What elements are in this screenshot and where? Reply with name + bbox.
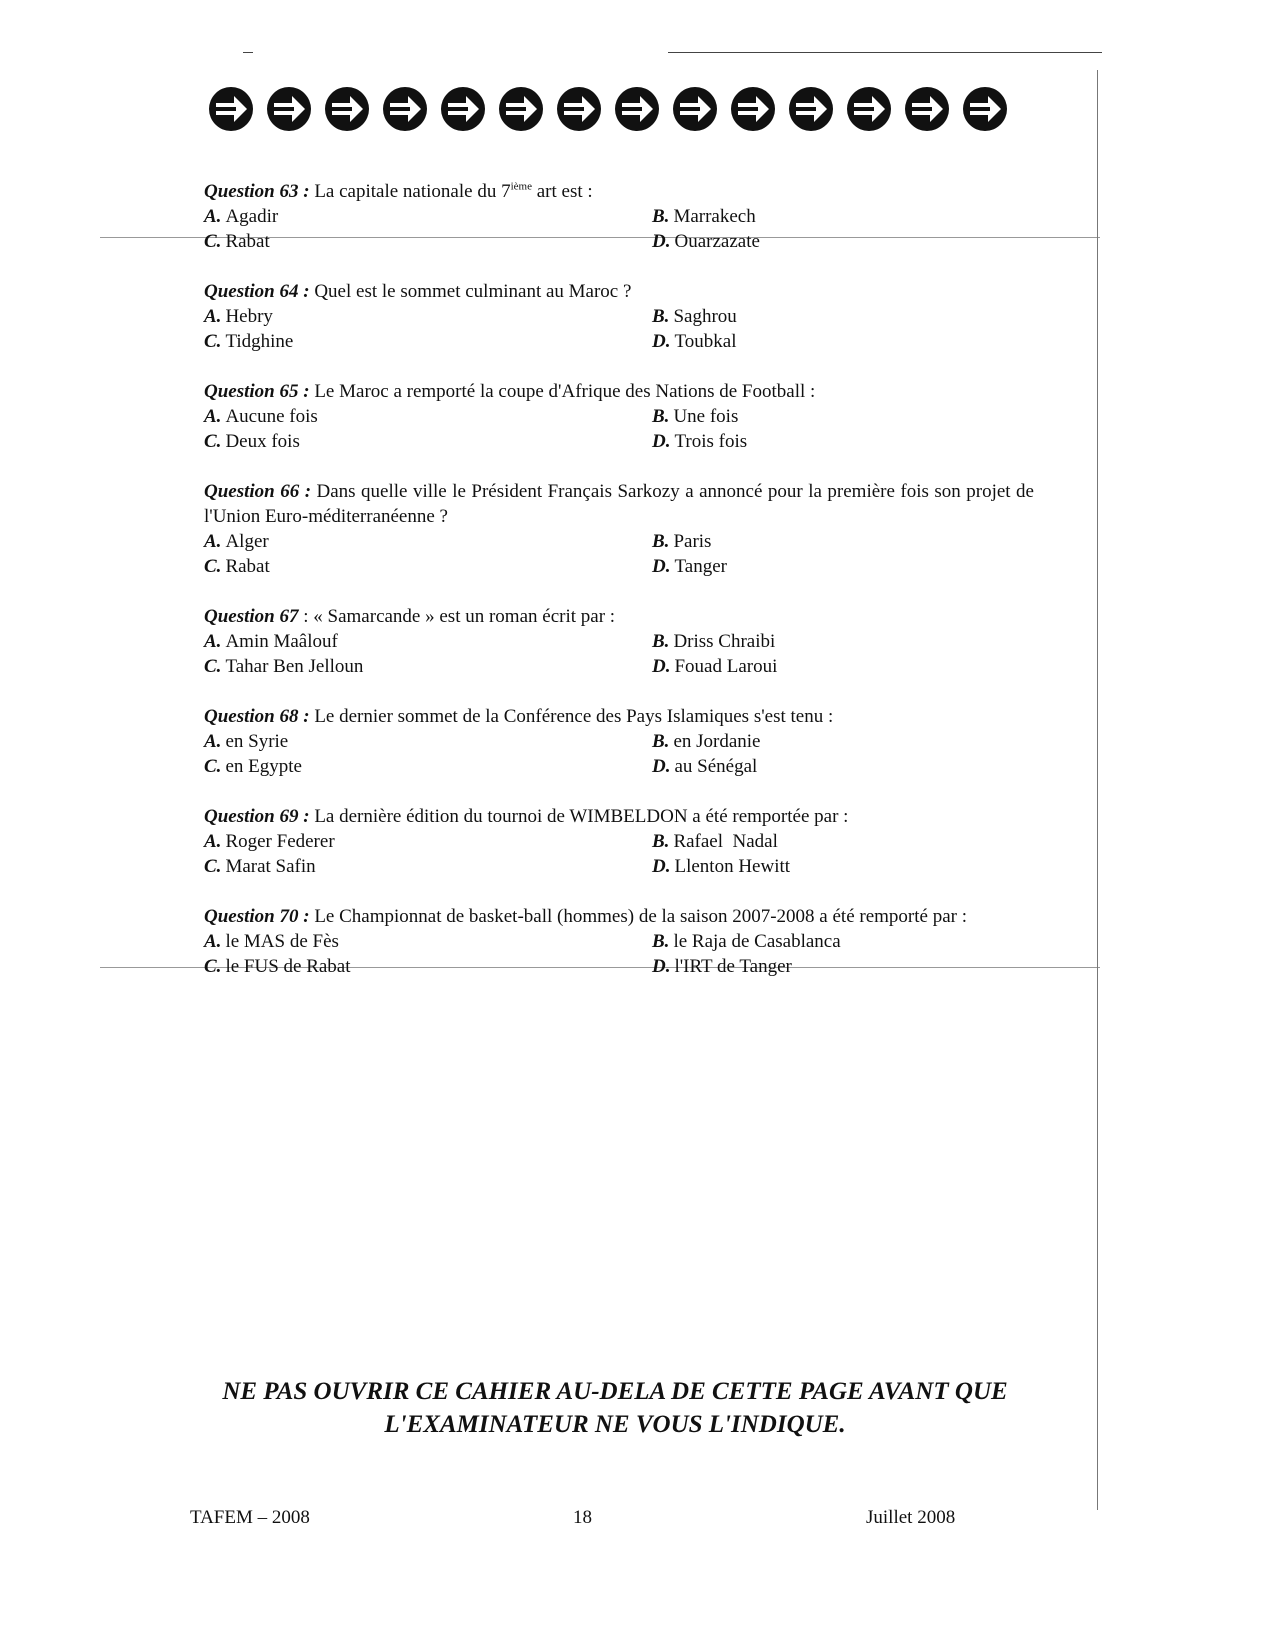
answer-option — [204, 929, 652, 954]
option-letter: C. — [204, 231, 222, 252]
answer-option — [652, 754, 1032, 779]
question-block — [204, 804, 1034, 879]
right-arrow-circle-icon — [382, 86, 428, 132]
option-letter: D. — [652, 856, 671, 877]
option-letter: D. — [652, 431, 671, 452]
answer-option — [652, 404, 1032, 429]
question-body-end: art est : — [531, 181, 593, 202]
right-arrow-circle-icon — [266, 86, 312, 132]
question-body: Le Championnat de basket-ball (hommes) de la saison 2007-2008 a été remporté par : — [309, 906, 967, 927]
answer-options — [204, 929, 1034, 979]
question-body: Quel est le sommet culminant au Maroc ? — [309, 281, 632, 302]
footer-right: Juillet 2008 — [866, 1507, 956, 1528]
option-text: Hebry — [225, 306, 273, 327]
answer-options — [204, 529, 1034, 579]
answer-option — [652, 829, 1032, 854]
option-text: le FUS de Rabat — [225, 956, 351, 977]
question-body: La capitale nationale du 7 — [309, 181, 511, 202]
option-text: Toubkal — [674, 331, 737, 352]
question-block — [204, 379, 1034, 454]
question-number: Question 68 : — [204, 706, 310, 727]
right-arrow-circle-icon — [498, 86, 544, 132]
answer-option — [204, 404, 652, 429]
option-letter: C. — [204, 431, 222, 452]
answer-option — [204, 204, 652, 229]
option-letter: B. — [652, 931, 670, 952]
scan-line-right-edge — [1097, 70, 1098, 1510]
answer-option — [204, 229, 652, 254]
answer-option — [204, 754, 652, 779]
answer-options — [204, 629, 1034, 679]
answer-option — [652, 554, 1032, 579]
option-letter: A. — [204, 731, 222, 752]
option-letter: A. — [204, 931, 222, 952]
right-arrow-circle-icon — [556, 86, 602, 132]
question-list — [204, 179, 1034, 1004]
option-text: le MAS de Fès — [225, 931, 339, 952]
answer-option — [204, 954, 652, 979]
answer-option — [652, 304, 1032, 329]
option-letter: A. — [204, 631, 222, 652]
answer-option — [652, 954, 1032, 979]
question-body: Le Maroc a remporté la coupe d'Afrique des Nations de Football : — [309, 381, 816, 402]
option-letter: A. — [204, 406, 222, 427]
option-letter: B. — [652, 406, 670, 427]
option-text: Marrakech — [673, 206, 756, 227]
option-letter: C. — [204, 556, 222, 577]
question-text — [204, 479, 1034, 529]
option-text: Rabat — [225, 556, 270, 577]
question-text — [204, 604, 1034, 629]
option-text: Alger — [225, 531, 269, 552]
option-text: Rafael Nadal — [673, 831, 778, 852]
question-body: La dernière édition du tournoi de WIMBELDON a été remportée par : — [309, 806, 849, 827]
answer-options — [204, 729, 1034, 779]
answer-options — [204, 204, 1034, 254]
answer-option — [204, 329, 652, 354]
option-letter: A. — [204, 831, 222, 852]
answer-option — [652, 204, 1032, 229]
right-arrow-circle-icon — [440, 86, 486, 132]
page-number: 18 — [573, 1507, 592, 1528]
question-block — [204, 904, 1034, 979]
question-number: Question 69 : — [204, 806, 310, 827]
option-letter: D. — [652, 756, 671, 777]
question-text — [204, 179, 1034, 204]
answer-option — [204, 554, 652, 579]
option-letter: A. — [204, 531, 222, 552]
question-text — [204, 279, 1034, 304]
right-arrow-circle-icon — [208, 86, 254, 132]
option-text: Amin Maâlouf — [225, 631, 338, 652]
answer-options — [204, 304, 1034, 354]
option-letter: C. — [204, 956, 222, 977]
question-text — [204, 804, 1034, 829]
right-arrow-circle-icon — [324, 86, 370, 132]
option-text: en Syrie — [225, 731, 289, 752]
option-text: Aucune fois — [225, 406, 318, 427]
question-number: Question 67 — [204, 606, 299, 627]
answer-options — [204, 404, 1034, 454]
question-body: : « Samarcande » est un roman écrit par : — [298, 606, 616, 627]
option-text: Roger Federer — [225, 831, 335, 852]
question-block — [204, 704, 1034, 779]
option-letter: D. — [652, 956, 671, 977]
header-arrow-row — [208, 86, 1008, 132]
answer-option — [652, 654, 1032, 679]
answer-option — [652, 229, 1032, 254]
answer-option — [652, 329, 1032, 354]
option-text: l'IRT de Tanger — [674, 956, 792, 977]
option-text: Agadir — [225, 206, 279, 227]
question-superscript: ième — [510, 180, 532, 193]
right-arrow-circle-icon — [614, 86, 660, 132]
answer-option — [652, 529, 1032, 554]
option-letter: A. — [204, 206, 222, 227]
option-text: Saghrou — [673, 306, 737, 327]
option-text: le Raja de Casablanca — [673, 931, 841, 952]
question-number: Question 65 : — [204, 381, 310, 402]
right-arrow-circle-icon — [730, 86, 776, 132]
scan-line-top-left — [243, 52, 253, 53]
option-letter: C. — [204, 756, 222, 777]
option-text: Tahar Ben Jelloun — [225, 656, 364, 677]
option-text: Deux fois — [225, 431, 300, 452]
option-text: en Jordanie — [673, 731, 761, 752]
option-letter: D. — [652, 331, 671, 352]
answer-option — [204, 854, 652, 879]
right-arrow-circle-icon — [788, 86, 834, 132]
option-letter: B. — [652, 631, 670, 652]
answer-option — [652, 429, 1032, 454]
answer-option — [652, 629, 1032, 654]
option-letter: D. — [652, 231, 671, 252]
warning-notice — [150, 1375, 1080, 1441]
question-block — [204, 279, 1034, 354]
option-text: Trois fois — [674, 431, 748, 452]
scan-line-top-right — [668, 52, 1102, 53]
right-arrow-circle-icon — [672, 86, 718, 132]
option-letter: C. — [204, 331, 222, 352]
answer-option — [204, 629, 652, 654]
option-letter: C. — [204, 656, 222, 677]
option-text: Paris — [673, 531, 712, 552]
option-text: Ouarzazate — [674, 231, 760, 252]
option-text: Tanger — [674, 556, 727, 577]
answer-option — [204, 529, 652, 554]
option-text: Une fois — [673, 406, 739, 427]
answer-options — [204, 829, 1034, 879]
question-text — [204, 704, 1034, 729]
option-letter: B. — [652, 306, 670, 327]
option-text: au Sénégal — [674, 756, 758, 777]
option-letter: C. — [204, 856, 222, 877]
answer-option — [652, 929, 1032, 954]
question-text — [204, 379, 1034, 404]
option-text: Llenton Hewitt — [674, 856, 791, 877]
question-number: Question 63 : — [204, 181, 310, 202]
option-text: Fouad Laroui — [674, 656, 778, 677]
option-letter: A. — [204, 306, 222, 327]
answer-option — [204, 829, 652, 854]
question-number: Question 66 : — [204, 481, 312, 502]
right-arrow-circle-icon — [962, 86, 1008, 132]
answer-option — [652, 854, 1032, 879]
answer-option — [204, 304, 652, 329]
answer-option — [204, 729, 652, 754]
option-letter: B. — [652, 731, 670, 752]
question-block — [204, 179, 1034, 254]
answer-option — [652, 729, 1032, 754]
option-text: Rabat — [225, 231, 270, 252]
option-letter: D. — [652, 656, 671, 677]
right-arrow-circle-icon — [846, 86, 892, 132]
option-text: Driss Chraibi — [673, 631, 776, 652]
option-text: en Egypte — [225, 756, 302, 777]
option-letter: D. — [652, 556, 671, 577]
question-block — [204, 479, 1034, 579]
option-letter: B. — [652, 831, 670, 852]
warning-line-2: L'EXAMINATEUR NE VOUS L'INDIQUE. — [384, 1411, 846, 1438]
question-number: Question 64 : — [204, 281, 310, 302]
option-letter: B. — [652, 206, 670, 227]
answer-option — [204, 654, 652, 679]
option-letter: B. — [652, 531, 670, 552]
question-body: Dans quelle ville le Président Français Sarkozy a annoncé pour la première fois son projet de l'Union Euro-méditerranéenne ? — [204, 481, 1034, 527]
question-number: Question 70 : — [204, 906, 310, 927]
option-text: Tidghine — [225, 331, 294, 352]
question-block — [204, 604, 1034, 679]
answer-option — [204, 429, 652, 454]
question-body: Le dernier sommet de la Conférence des Pays Islamiques s'est tenu : — [309, 706, 834, 727]
option-text: Marat Safin — [225, 856, 316, 877]
footer-left: TAFEM – 2008 — [190, 1507, 310, 1528]
warning-line-1: NE PAS OUVRIR CE CAHIER AU-DELA DE CETTE PAGE AVANT QUE — [222, 1378, 1008, 1405]
question-text — [204, 904, 1034, 929]
right-arrow-circle-icon — [904, 86, 950, 132]
